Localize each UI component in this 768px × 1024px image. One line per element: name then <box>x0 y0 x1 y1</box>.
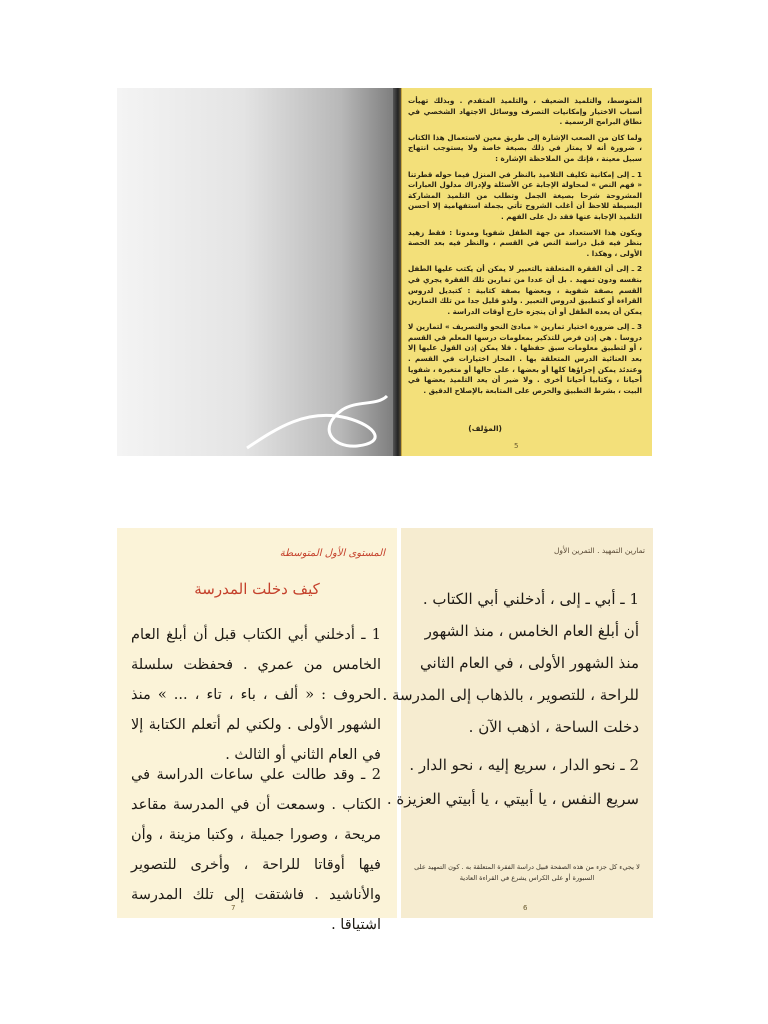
drill-line: منذ الشهور الأولى ، في العام الثاني <box>420 654 639 672</box>
preface-paragraph: المتوسط، والتلميذ الضعيف ، والتلميذ المتقدم . وبذلك تهيأت أسباب الاختيار وإمكانيات التصرف ووسائل الاجتهاد الشخصي في نطاق البرامج الرسمية . <box>408 96 642 127</box>
page-number: 6 <box>523 904 528 912</box>
drill-line: للراحة ، للتصوير ، بالذهاب إلى المدرسة . <box>382 686 639 704</box>
drill-line: أن أبلغ العام الخامس ، منذ الشهور <box>424 622 639 640</box>
preface-paragraph: ويكون هذا الاستعداد من جهة الطفل شفويا ومدونا : فقط زهيد بنظر فيه قبل دراسة النص في القسم ، والنظر فيه بعد الحصة الأولى ، وهكذا . <box>408 227 642 258</box>
preface-paragraph: 1 ـ إلى إمكانية تكليف التلاميذ بالنظر في المنزل فيما حوله قطرتنا « فهم النص » لمحاولة الإجابة عن الأسئلة ولإدراك مدلول العبارات المشروحة شرحا بصيغة الجمل وتطلب من التلميذ المشاركة البسيطة للاحظ أن أغلب الشروح تأتي بجملة استفهامية إلا أحسن التلميذ الإجابة عنها فقد دل على الفهم . <box>408 169 642 221</box>
lesson-title: كيف دخلت المدرسة <box>194 580 320 598</box>
page-number: 7 <box>231 904 236 912</box>
page-number: 5 <box>514 442 519 450</box>
drill-line: 2 ـ نحو الدار ، سريع إليه ، نحو الدار . <box>409 756 639 774</box>
drill-line: سريع النفس ، يا أبيتي ، يا أبيتي العزيزة . <box>386 790 639 808</box>
lesson-page <box>117 528 397 933</box>
drill-line: 1 ـ أبي ـ إلى ، أدخلني أبي الكتاب . <box>422 590 639 608</box>
level-header: المستوى الأول المتوسطة <box>279 548 385 559</box>
blank-page-left <box>117 88 397 456</box>
preface-text <box>402 96 652 401</box>
author-signoff: (المؤلف) <box>468 424 502 433</box>
preface-paragraph: 2 ـ إلى أن الفقرة المتعلقة بالتعبير لا يمكن أن يكتب عليها الطفل بنفسه ودون تمهيد . بل أن عددا من تمارين تلك الفقرة يجري في القسم بصفة شفوية ، وبعضها بصفة كتابية : كتبديل لدروس القراءة أو كتطبيق لدروس التعبير . ولذو قليل جدا من تلك التمارين يمكن أن يعده الطفل أو أن ينجزه خارج أوقات الدراسة . <box>408 264 642 316</box>
drill-line: دخلت الساحة ، اذهب الآن . <box>468 718 639 736</box>
exercise-header: تمارين التمهيد . التمرين الأول <box>553 546 645 555</box>
lesson-paragraph-1: 1 ـ أدخلني أبي الكتاب قبل أن أبلغ العام الخامس من عمري . فحفظت سلسلة الحروف : « ألف ، باء ، تاء ، ... » منذ الشهور الأولى . ولكني لم أتعلم الكتابة إلا في العام الثاني أو الثالث . <box>131 627 381 763</box>
preface-paragraph: ولما كان من الصعب الإشارة إلى طريق معين لاستعمال هذا الكتاب ، ضرورة أنه لا يمتاز في ذلك بصبغة خاصة ولا يستوجب انتهاج سبيل معينة ، فإنك من الملاحظة الإشارة : <box>408 132 642 163</box>
preface-page <box>401 88 652 456</box>
preface-paragraph: 3 ـ إلى ضرورة اختيار تمارين « مبادئ النحو والتصريف » لتمارين لا دروسا . هي إذن فرص للتذكير بمعلومات درسها المعلم في القسم ، أو لتطبيق معلومات سبق حفظها . فلا يمكن إذن القول عليها إلا بعد العنائية الدرس المتعلقة بها . المحاز اختيارات في القسم . وعندئذ يمكن إجراؤها كلها أو بعضها ، على حالها أو متغيرة ، شفويا أحيانا ، وكتابيا أحيانا أخرى . ولا ضير أن يعد التلميذ بعضها في البيت ، بشرط التطبيق والحرص على المتابعة بالإصلاح الدقيق . <box>408 322 642 395</box>
exercise-page <box>382 528 653 918</box>
lesson-paragraph-2: 2 ـ وقد طالت علي ساعات الدراسة في الكتاب . وسمعت أن في المدرسة مقاعد مريحة ، وصورا جميلة ، وكتبا مزينة ، وأن فيها أوقاتا للراحة ، وأخرى للتصوير والأناشيد . فاشتقت إلى تلك المدرسة اشتياقا . <box>131 767 381 933</box>
teacher-note: لا يجيء كل جزء من هذه الصفحة قبيل دراسة الفقرة المتعلقة به . كون التمهيد على السبورة أو على الكراس يشرع في القراءة العادية <box>414 863 640 882</box>
scribble-mark <box>237 388 397 456</box>
